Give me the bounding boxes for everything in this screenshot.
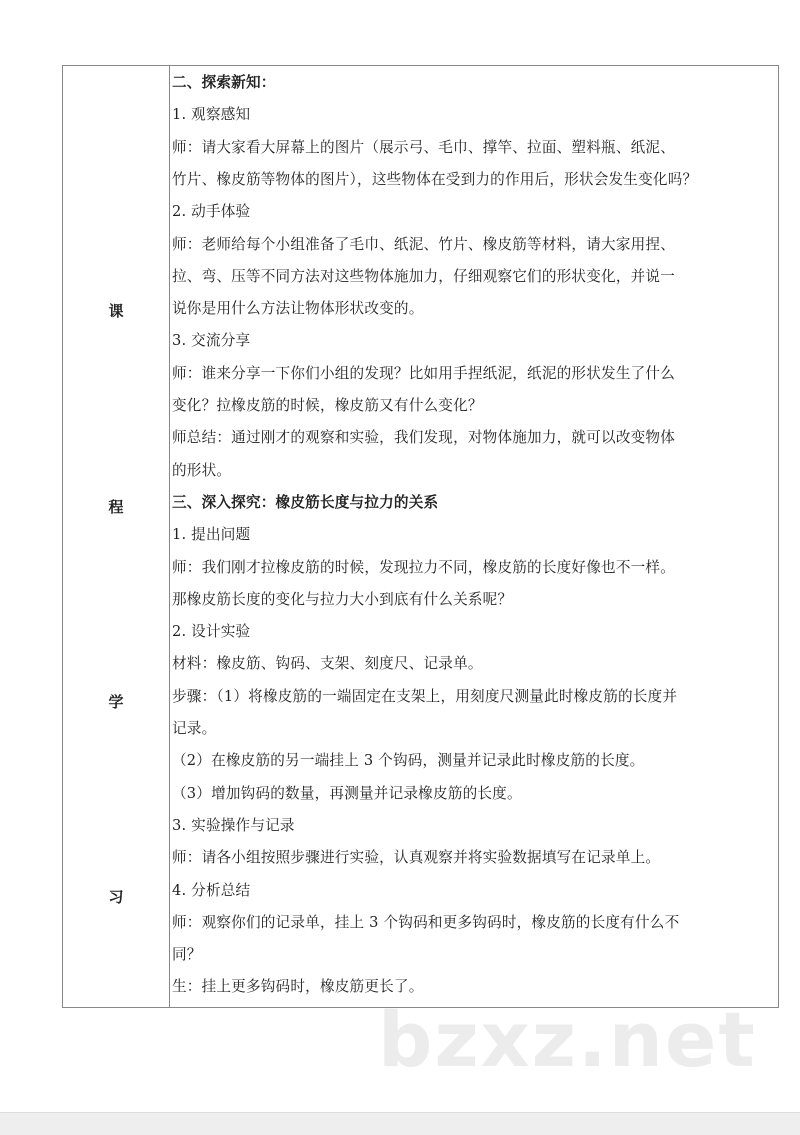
text-line: （2）在橡皮筋的另一端挂上 3 个钩码，测量并记录此时橡皮筋的长度。 [172,752,645,770]
text-line: 的形状。 [172,461,232,479]
watermark: bzxz.net [378,995,757,1084]
text-line: 4. 分析总结 [172,881,251,899]
text-line: 生：挂上更多钩码时，橡皮筋更长了。 [172,978,424,996]
left-label-1: 课 [108,302,124,320]
text-line: 3. 实验操作与记录 [172,816,295,834]
text-line: 师总结：通过刚才的观察和实验，我们发现，对物体施加力，就可以改变物体 [172,429,675,447]
left-label-2: 程 [108,498,124,516]
text-line: 竹片、橡皮筋等物体的图片），这些物体在受到力的作用后，形状会发生变化吗？ [172,170,698,188]
text-line: 那橡皮筋长度的变化与拉力大小到底有什么关系呢？ [172,590,513,608]
text-line: 师：观察你们的记录单，挂上 3 个钩码和更多钩码时，橡皮筋的长度有什么不 [172,913,680,931]
left-label-4: 习 [108,888,124,906]
text-line: 师：老师给每个小组准备了毛巾、纸泥、竹片、橡皮筋等材料，请大家用捏、 [172,235,675,253]
text-line: 记录。 [172,720,217,737]
section-heading: 三、深入探究：橡皮筋长度与拉力的关系 [172,493,439,511]
text-line: 1. 观察感知 [172,106,251,124]
text-line: 1. 提出问题 [172,526,251,544]
text-line: 同？ [172,946,202,964]
text-line: 3. 交流分享 [172,332,251,350]
text-line: 步骤：（1）将橡皮筋的一端固定在支架上，用刻度尺测量此时橡皮筋的长度并 [172,687,678,705]
text-line: （3）增加钩码的数量，再测量并记录橡皮筋的长度。 [172,784,522,802]
text-line: 拉、弯、压等不同方法对这些物体施加力，仔细观察它们的形状变化，并说一 [172,267,675,285]
text-line: 变化？拉橡皮筋的时候，橡皮筋又有什么变化？ [172,397,483,414]
text-line: 师：谁来分享一下你们小组的发现？比如用手捏纸泥，纸泥的形状发生了什么 [172,364,675,382]
section-heading: 二、探索新知： [172,74,276,91]
left-label-3: 学 [108,693,124,711]
text-line: 师：请大家看大屏幕上的图片（展示弓、毛巾、撑竿、拉面、塑料瓶、纸泥、 [172,138,675,156]
column-divider [169,66,170,1007]
text-line: 师：请各小组按照步骤进行实验，认真观察并将实验数据填写在记录单上。 [172,849,661,867]
text-line: 材料：橡皮筋、钩码、支架、刻度尺、记录单。 [172,655,483,673]
text-line: 2. 动手体验 [172,203,251,221]
text-line: 师：我们刚才拉橡皮筋的时候，发现拉力不同，橡皮筋的长度好像也不一样。 [172,558,675,576]
text-line: 说你是用什么方法让物体形状改变的。 [172,300,424,318]
bottom-bar [0,1112,800,1135]
text-line: 2. 设计实验 [172,623,251,641]
